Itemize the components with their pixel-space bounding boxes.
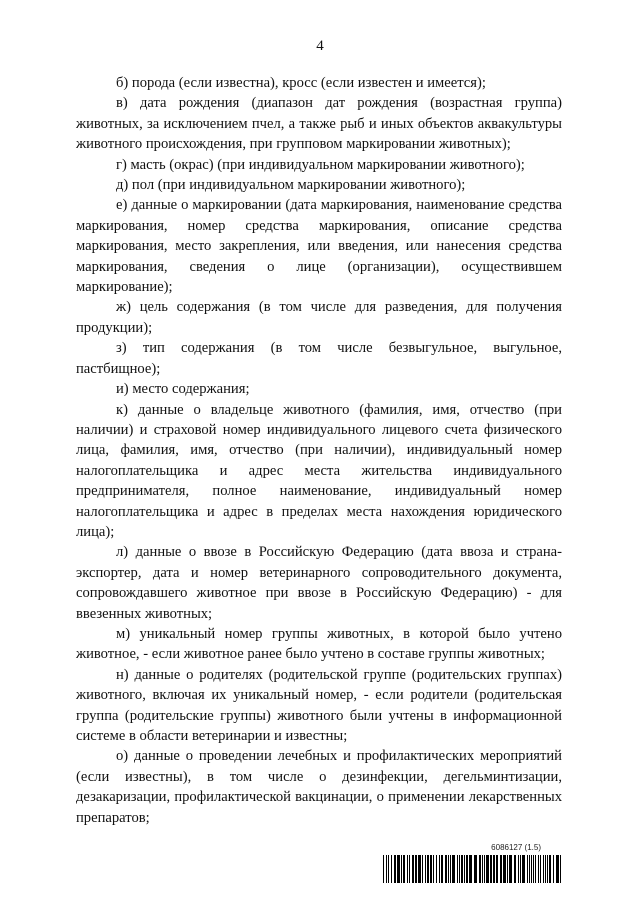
paragraph-d: д) пол (при индивидуальном маркировании животного); [116,177,466,194]
paragraph-o: о) данные о проведении лечебных и профилактических мероприятий (если известны), в том числе о дезинфекции, дегельминтизации, дезакаризации, профилактической вакцинации, о применении лекарственных препаратов; [76,748,562,826]
paragraph-v: в) дата рождения (диапазон дат рождения (возрастная группа) животных, за исключением пчел, а также рыб и иных объектов аквакультуры животного происхождения, при групповом маркировании животных); [76,95,562,153]
paragraph-n: н) данные о родителях (родительской группе (родительских группах) животного, включая их уникальный номер, - если родители (родительская группа (родительские группы) животного были учтены в информационной системе в области ветеринарии и известны; [76,666,562,744]
document-body [76,73,562,828]
paragraph-zh: ж) цель содержания (в том числе для разведения, для получения продукции); [76,299,562,336]
paragraph-z: з) тип содержания (в том числе безвыгульное, выгульное, пастбищное); [76,340,562,377]
barcode-label: 6086127 (1.5) [491,843,541,852]
paragraph-g: г) масть (окрас) (при индивидуальном маркировании животного); [116,156,525,173]
paragraph-k: к) данные о владельце животного (фамилия, имя, отчество (при наличии) и страховой номер индивидуального лицевого счета физического лица, фамилия, имя, отчество (при наличии), индивидуальный номер налогоплательщика и адрес места жительства индивидуального предпринимателя, полное наименование, индивидуальный номер налогоплательщика и адрес в пределах места нахождения юридического лица); [76,401,562,540]
paragraph-i: и) место содержания; [116,381,250,398]
paragraph-l: л) данные о ввозе в Российскую Федерацию (дата ввоза и страна-экспортер, дата и номер ветеринарного сопроводительного документа, сопровождавшего животное при ввозе в Российскую Федерацию) - для ввезенных животных; [76,544,562,622]
barcode-image [383,855,561,883]
paragraph-b: б) порода (если известна), кросс (если известен и имеется); [116,75,486,91]
paragraph-m: м) уникальный номер группы животных, в которой было учтено животное, - если животное ранее было учтено в составе группы животных; [76,625,562,663]
paragraph-e: е) данные о маркировании (дата маркирования, наименование средства маркирования, номер средства маркирования, описание средства маркирования, место закрепления, или введения, или нанесения средства маркирования, сведения о лице (организации), осуществившем маркирование); [76,197,562,296]
document-barcode [383,843,561,883]
page-number: 4 [316,38,324,54]
